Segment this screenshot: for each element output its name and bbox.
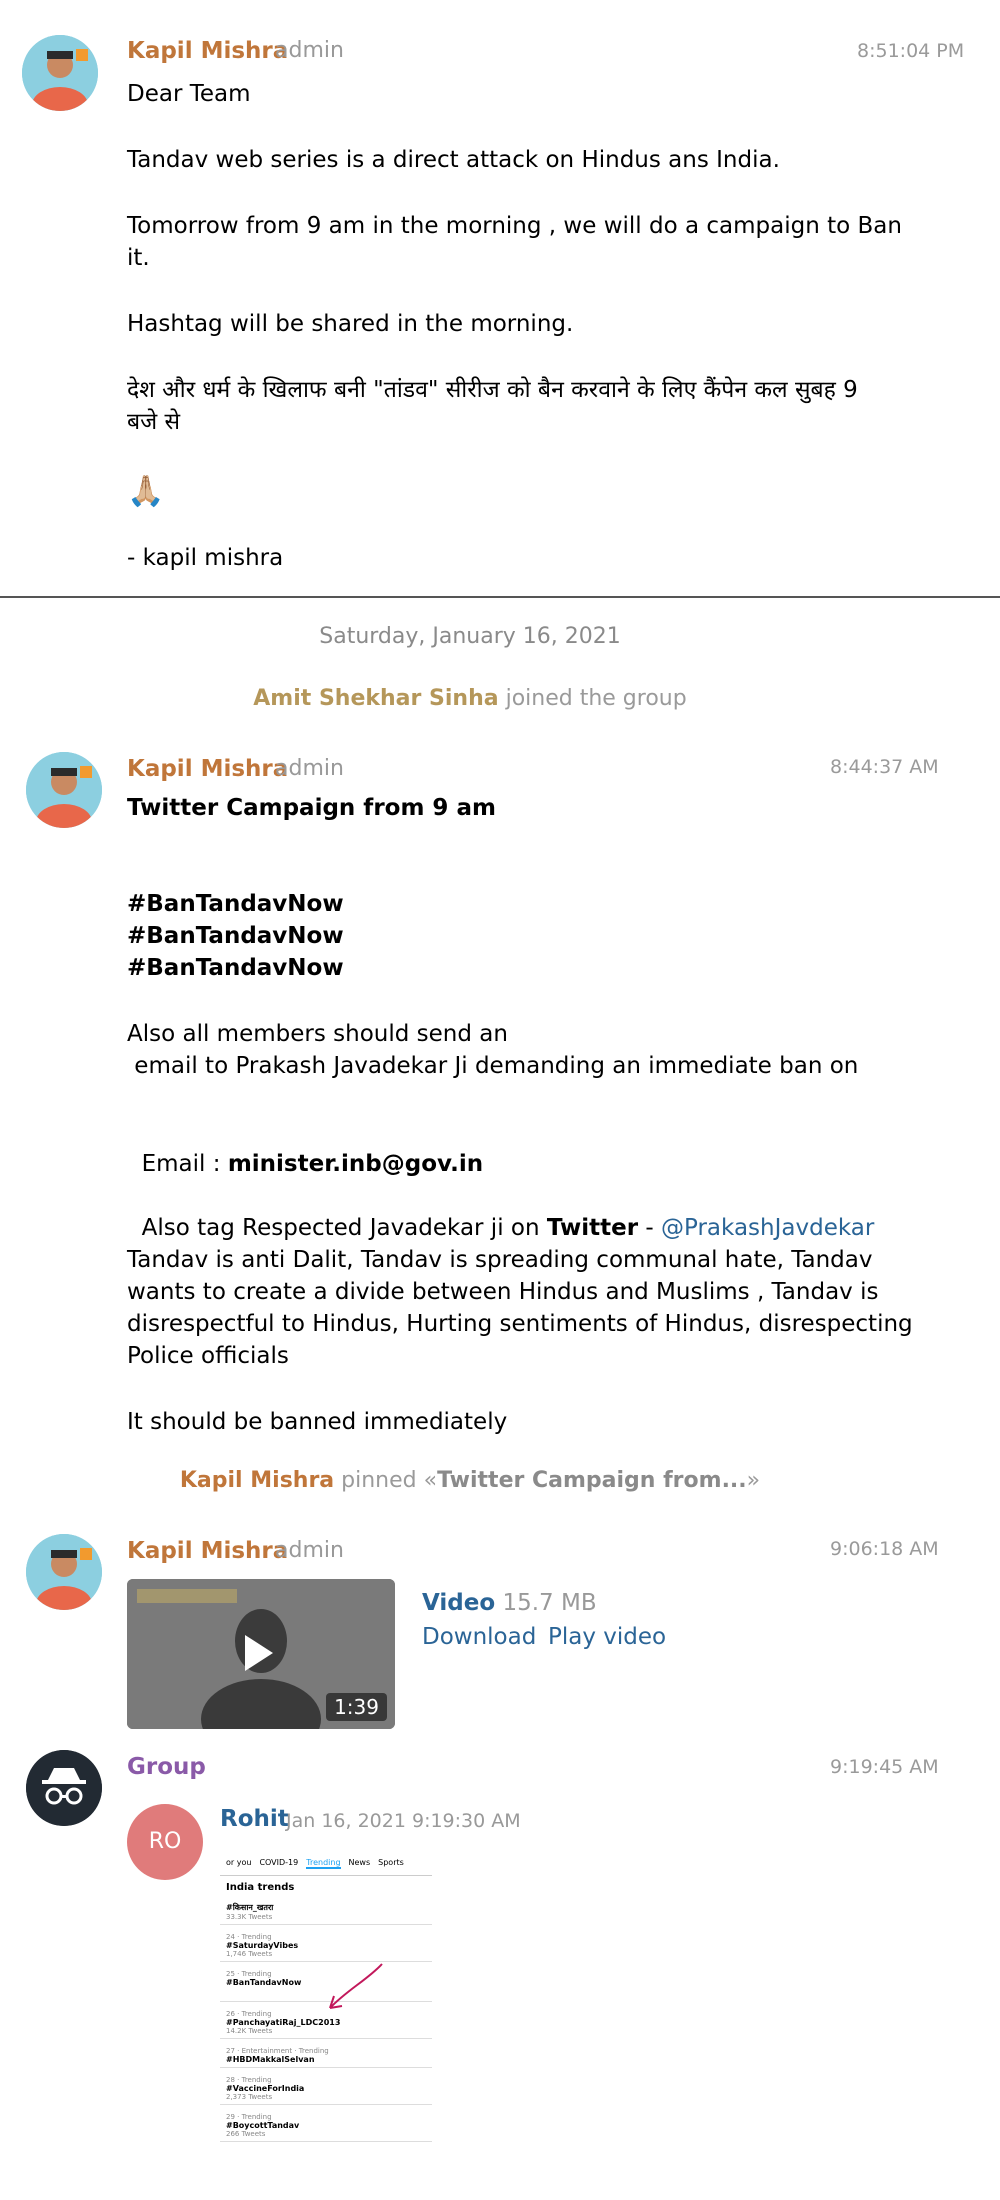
- message-text-line: Dear Team: [127, 81, 251, 107]
- message-text-line: देश और धर्म के खिलाफ बनी "तांडव" सीरीज को बैन करवाने के लिए कैंपेन कल सुबह 9: [127, 377, 858, 403]
- message-time: 8:51:04 PM: [857, 40, 965, 62]
- message-text-line: - kapil mishra: [127, 545, 284, 571]
- person-avatar-icon: [26, 1534, 102, 1610]
- forward-initials: RO: [148, 1829, 182, 1854]
- pin-notice: [0, 1468, 940, 1493]
- message-text-line: it.: [127, 245, 150, 271]
- message-time: 9:06:18 AM: [830, 1538, 939, 1560]
- message-title: Twitter Campaign from 9 am: [127, 795, 496, 821]
- sender-name[interactable]: Kapil Mishra: [127, 756, 289, 782]
- trend-row: 27 · Entertainment · Trending #HBDMakkalSelvan: [220, 2039, 432, 2068]
- sender-role: admin: [275, 38, 344, 63]
- forward-sender[interactable]: Rohit: [220, 1806, 289, 1832]
- message-text-line: wants to create a divide between Hindus and Muslims , Tandav is: [127, 1279, 879, 1305]
- tab-trending: Trending: [306, 1858, 341, 1867]
- twitter-handle-link[interactable]: @PrakashJavdekar: [661, 1215, 875, 1241]
- tag-dash: -: [638, 1215, 662, 1241]
- folded-hands-emoji: 🙏🏼: [127, 474, 165, 509]
- tab-sports: Sports: [378, 1858, 404, 1867]
- message-text-line: बजे से: [127, 409, 181, 435]
- sender-role: admin: [275, 756, 344, 781]
- pinner-name[interactable]: Kapil Mishra: [179, 1468, 335, 1493]
- email-label: Email :: [141, 1151, 228, 1177]
- trend-row: #किसान_खतरा 33.3K Tweets: [220, 1899, 432, 1925]
- message-text-line: It should be banned immediately: [127, 1409, 508, 1435]
- sender-name[interactable]: Kapil Mishra: [127, 1538, 289, 1564]
- tag-prefix: Also tag Respected Javadekar ji on: [141, 1215, 547, 1241]
- incognito-icon: [26, 1750, 102, 1826]
- trends-heading: India trends: [226, 1882, 295, 1893]
- message-text-line: Tomorrow from 9 am in the morning , we will do a campaign to Ban: [127, 213, 902, 239]
- video-info: [422, 1590, 597, 1616]
- person-avatar-icon: [22, 35, 98, 111]
- pin-close: »: [746, 1468, 761, 1493]
- trends-screenshot[interactable]: [220, 1852, 432, 2192]
- hashtag: #BanTandavNow: [127, 891, 344, 917]
- hashtag: #BanTandavNow: [127, 923, 344, 949]
- trend-row: 26 · Trending #PanchayatiRaj_LDC2013 14.2K Tweets: [220, 2002, 432, 2039]
- person-avatar-icon: [26, 752, 102, 828]
- message-text-line: Hashtag will be shared in the morning.: [127, 311, 574, 337]
- tab-covid: COVID-19: [259, 1858, 299, 1867]
- message-text-line: Tandav web series is a direct attack on Hindus ans India.: [127, 147, 780, 173]
- video-label: Video: [422, 1590, 496, 1616]
- trend-row: 24 · Trending #SaturdayVibes 1,746 Tweets: [220, 1925, 432, 1962]
- message-time: 8:44:37 AM: [830, 756, 939, 778]
- forward-time: Jan 16, 2021 9:19:30 AM: [286, 1810, 521, 1832]
- join-notice: [0, 686, 940, 711]
- video-size: 15.7 MB: [502, 1590, 597, 1616]
- avatar[interactable]: [26, 1534, 102, 1610]
- download-link[interactable]: Download: [422, 1624, 537, 1650]
- forward-avatar[interactable]: [127, 1804, 203, 1880]
- member-name[interactable]: Amit Shekhar Sinha: [253, 686, 499, 711]
- video-thumbnail[interactable]: [127, 1579, 395, 1729]
- join-text: joined the group: [498, 686, 687, 711]
- pin-text: pinned «: [334, 1468, 438, 1493]
- trend-row: 28 · Trending #VaccineForIndia 2,373 Tweets: [220, 2068, 432, 2105]
- message-time: 9:19:45 AM: [830, 1756, 939, 1778]
- avatar[interactable]: [22, 35, 98, 111]
- date-separator: Saturday, January 16, 2021: [319, 624, 621, 649]
- play-icon[interactable]: [245, 1635, 273, 1671]
- message-text-line: Police officials: [127, 1343, 289, 1369]
- sender-name[interactable]: Group: [127, 1754, 206, 1780]
- tab-news: News: [348, 1858, 371, 1867]
- message-text-line: disrespectful to Hindus, Hurting sentiments of Hindus, disrespecting: [127, 1311, 913, 1337]
- avatar[interactable]: [26, 752, 102, 828]
- email-line: [127, 1116, 483, 1180]
- screenshot-tabs: [220, 1852, 432, 1876]
- trend-row: 29 · Trending #BoycottTandav 266 Tweets: [220, 2105, 432, 2142]
- trend-row: 25 · Trending #BanTandavNow: [220, 1962, 432, 2002]
- play-video-link[interactable]: Play video: [548, 1624, 667, 1650]
- video-duration: 1:39: [326, 1693, 387, 1721]
- message-text-line: Also all members should send an: [127, 1021, 508, 1047]
- hashtag: #BanTandavNow: [127, 955, 344, 981]
- group-avatar[interactable]: [26, 1750, 102, 1826]
- sender-role: admin: [275, 1538, 344, 1563]
- message-text-line: Tandav is anti Dalit, Tandav is spreading communal hate, Tandav: [127, 1247, 873, 1273]
- tab-for-you: or you: [226, 1858, 252, 1867]
- email-value: minister.inb@gov.in: [227, 1151, 484, 1177]
- tag-line: [127, 1180, 874, 1244]
- pinned-message-link[interactable]: Twitter Campaign from...: [437, 1468, 747, 1493]
- sender-name[interactable]: Kapil Mishra: [127, 38, 289, 64]
- tag-bold: Twitter: [546, 1215, 639, 1241]
- message-text-line: email to Prakash Javadekar Ji demanding an immediate ban on: [127, 1053, 859, 1079]
- divider: [0, 596, 1000, 598]
- arrow-annotation-icon: [312, 1960, 392, 2020]
